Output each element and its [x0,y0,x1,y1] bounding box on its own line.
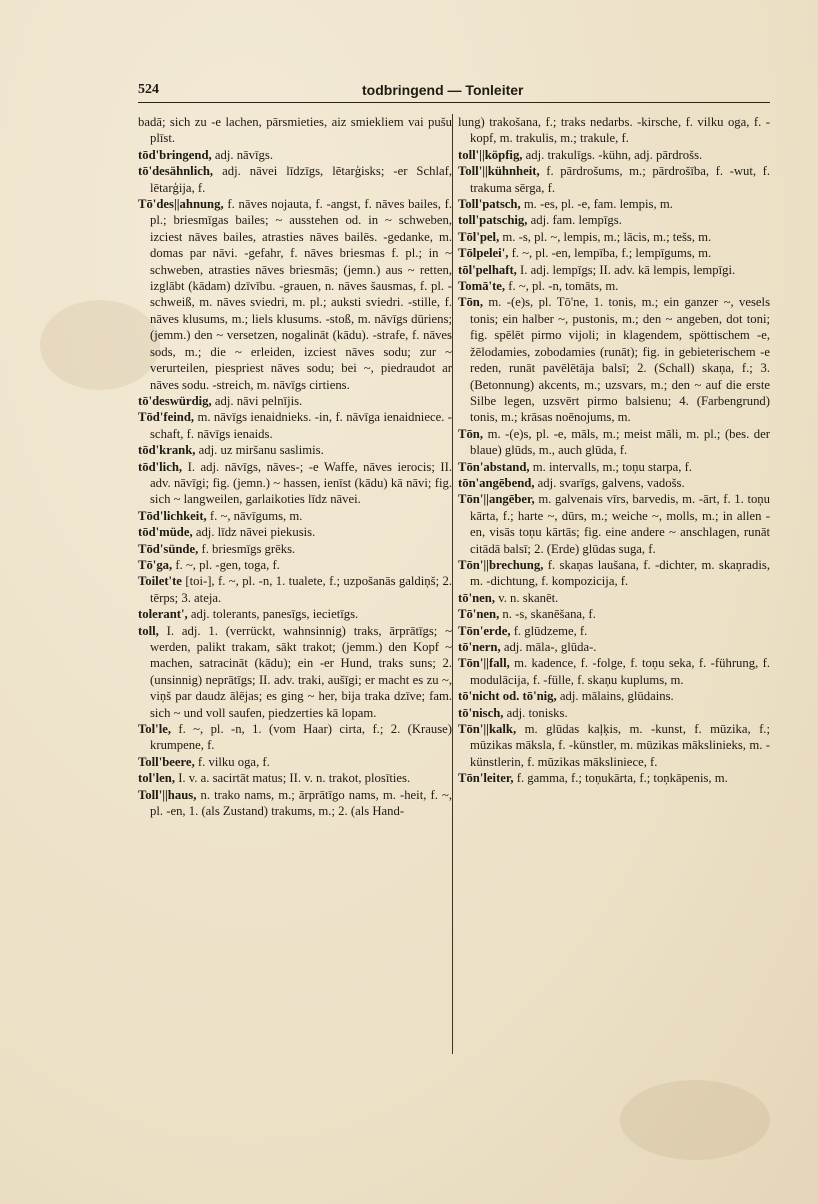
entry-definition: adj. mālains, glūdains. [559,689,674,704]
entry-definition: m. -s, pl. ~, lempis, m.; lācis, m.; tešs, m. [502,229,712,244]
entry-headword: tō'nisch, [458,705,504,720]
dictionary-entry [138,196,452,393]
dictionary-entry [138,606,452,622]
entry-definition: I. adj. nāvīgs, nāves-; -e Waffe, nāves ierocis; II. adv. nāvīgi; fig. (jemn.) ~ hassen, ienīst (kādu) kā nāvi; fig. sich ~ langweilen, garlaikoties līdz nāvei. [150,459,452,507]
entry-definition: adj. līdz nāvei piekusis. [195,525,316,540]
entry-definition: m. galvenais vīrs, barvedis, m. -ārt, f. 1. toņu kārta, f.; harte ~, dūrs, m.; weiche ~, molls, m.; in allen -en, visās toņu kārtās; fig. eine andere ~ anschlagen, runāt citādā balsī; 2. (Erde) glūdas suga, f. [470,492,770,556]
entry-headword: Tōn'abstand, [458,459,530,474]
dictionary-entry [458,705,770,721]
entry-definition: adj. svarīgs, galvens, vadošs. [537,475,685,490]
dictionary-entry [138,623,452,721]
entry-definition: f. vilku oga, f. [197,754,270,769]
entry-headword: Tōlpelei', [458,246,509,261]
entry-definition: f. gamma, f.; toņukārta, f.; toņkāpenis, m. [516,771,728,786]
entry-definition: adj. fam. lempīgs. [530,213,622,228]
dictionary-entry [138,770,452,786]
dictionary-entry [458,196,770,212]
dictionary-entry [138,409,452,442]
dictionary-entry [458,426,770,459]
entry-headword: Tō'ga, [138,557,173,572]
dictionary-entry [458,770,770,786]
entry-headword: tōd'müde, [138,525,193,540]
dictionary-entry [138,557,452,573]
entry-definition: f. ~, pl. -en, lempība, f.; lempīgums, m. [511,246,712,261]
entry-headword: tōd'lich, [138,459,183,474]
dictionary-entry [138,393,452,409]
entry-headword: Tōd'sünde, [138,541,199,556]
dictionary-entry [138,508,452,524]
dictionary-entry [458,606,770,622]
entry-definition: m. -(e)s, pl. -e, māls, m.; meist māli, m. pl.; (bes. der blaue) glūds, m., auch glūda, f. [470,426,770,458]
entry-headword: tō'nen, [458,590,496,605]
entry-headword: Toll'beere, [138,754,195,769]
entry-headword: tō'nicht od. tō'nig, [458,689,557,704]
entry-definition: v. n. skanēt. [498,590,559,605]
dictionary-entry [458,262,770,278]
dictionary-entry [138,754,452,770]
entry-headword: Tō'des||ahnung, [138,197,224,212]
entry-definition: f. ~, pl. -n, 1. (vom Haar) cirta, f.; 2. (Krause) krumpene, f. [150,722,452,753]
left-column [138,114,452,1064]
dictionary-entry [458,459,770,475]
entry-definition: I. adj. 1. (verrückt, wahnsinnig) traks, ārprātīgs; ~ werden, palikt trakam, sākt trakot; (jemm.) den Kopf ~ machen, satracināt (kādu); ein -er Hund, traks suns; 2. (unsinnig) neprātīgs; II. adv. traki, aušīgi; er macht es zu ~, viņš par daudz ālējas; es ging ~ her, bija traka dzīve; fam. sich ~ und voll saufen, piedzerties kā lopam. [150,623,452,720]
entry-headword: Tōn, [458,426,484,441]
dictionary-entry [458,491,770,557]
entry-headword: Toll'||haus, [138,787,197,802]
entry-headword: tō'nern, [458,640,501,654]
entry-headword: Toll'||kühnheit, [458,164,540,179]
entry-definition: adj. trakulīgs. -kühn, adj. pārdrošs. [525,147,703,162]
entry-definition: lung) trakošana, f.; traks nedarbs. -kirsche, f. vilku oga, f. -kopf, m. trakulis, m.; trakule, f. [458,115,770,146]
entry-definition: f. nāves nojauta, f. -angst, f. nāves bailes, f. pl.; briesmīgas bailes; ~ ausstehen od. in ~ schweben, izciest nāves bailes, atrasties nāves bailēs. -gedanke, m. domas par nāvi. -gefahr, f. nāves briesmas f. pl.; in ~ schweben, atrasties nāves briesmās; (jemn.) aus ~ retten, izglābt (kādam) dzīvību. -grauen, n. nāves šausmas, f. pl. -schweiß, m. nāves sviedri, m. pl.; auksti sviedri. -stille, f. nāves klusums, m.; liels klusums. -stoß, m. nāvīgs dūriens; (jemm.) den ~ versetzen, nogalināt (kādu). -strafe, f. nāves sods, m.; die ~ erleiden, izciest nāves sodu; zur ~ verurteilen, piespriest nāves sodu; bei ~, piedraudot ar nāves sodu. -streich, m. nāvīgs cirtiens. [150,197,452,392]
entry-definition: m. kadence, f. -folge, f. toņu seka, f. -führung, f. modulācija, f. -fülle, f. skaņu kuplums, m. [470,656,770,687]
dictionary-entry [138,459,452,508]
dictionary-entry [138,524,452,540]
dictionary-entry [458,114,770,147]
entry-definition: m. intervalls, m.; toņu starpa, f. [532,459,693,474]
entry-headword: Tō'nen, [458,607,500,622]
dictionary-entry [138,787,452,820]
entry-headword: Tōd'lichkeit, [138,508,207,523]
entry-definition: I. adj. lempīgs; II. adv. kā lempis, lempīgi. [520,262,736,277]
dictionary-entry [138,114,452,147]
entry-definition: adj. tonisks. [506,705,568,720]
entry-definition: adj. nāvīgs. [214,147,274,162]
entry-definition: m. -(e)s, pl. Tō'ne, 1. tonis, m.; ein ganzer ~, vesels tonis; ein halber ~, pustonis, m.; den ~ angeben, dot toni; fig. spēlēt pirmo vijoli; in klagendem, spöttischem -e, žēlodamies, zobodamies (runāt); fig. in gebieterischem -e reden, runāt pavēlētāja balsī; 2. (Schall) skaņa, f.; 3. (Betonnung) akcents, m.; uzsvars, m.; den ~ auf die erste Silbe legen, uzsvērt pirmo balsienu; 4. (Farbengrund) tonis, m.; krāsas noēnojums, m. [470,295,770,425]
dictionary-entry [458,212,770,228]
entry-headword: Tōn'||brechung, [458,557,544,572]
entry-headword: tol'len, [138,771,176,786]
entry-headword: Tōn'erde, [458,623,511,638]
entry-definition: adj. nāvi pelnījis. [214,393,303,408]
dictionary-entry [458,721,770,770]
entry-definition: f. skaņas laušana, f. -dichter, m. skaņradis, m. -dichtung, f. kompozicija, f. [470,557,770,589]
entry-headword: Tōn'||fall, [458,656,510,671]
entry-definition: adj. nāvei līdzīgs, lētarģisks; -er Schlaf, lētarģija, f. [150,164,452,195]
entry-headword: tō'deswürdig, [138,393,212,408]
entry-definition: f. pārdrošums, m.; pārdrošība, f. -wut, f. trakuma sērga, f. [470,164,770,195]
entry-headword: Tōn'||kalk, [458,722,517,737]
entry-definition: adj. uz miršanu saslimis. [198,443,324,458]
entry-headword: toll'patschig, [458,213,528,228]
entry-headword: Tōn'||angēber, [458,492,535,507]
entry-headword: tōd'krank, [138,443,196,458]
entry-headword: tōd'bringend, [138,147,212,162]
entry-headword: toll'||köpfig, [458,147,523,162]
page-number: 524 [138,82,159,97]
entry-headword: tō'desähnlich, [138,164,214,179]
entry-headword: Tōn, [458,295,484,310]
entry-definition: n. trako nams, m.; ārprātīgo nams, m. -heit, f. ~, pl. -en, 1. (als Zustand) trakums, m.; 2. (als Hand- [150,787,452,819]
column-divider [452,114,453,1054]
dictionary-entry [458,590,770,606]
entry-headword: Tomā'te, [458,279,506,294]
dictionary-entry [138,163,452,196]
entry-headword: Toll'patsch, [458,197,521,212]
dictionary-entry [138,147,452,163]
entry-definition: f. briesmīgs grēks. [201,541,296,556]
entry-headword: Toilet'te [138,574,182,589]
entry-definition: badā; sich zu -e lachen, pārsmieties, aiz smiekliem vai pušu plīst. [138,115,452,146]
dictionary-entry [458,639,770,655]
dictionary-entry [138,442,452,458]
running-title: todbringend — Tonleiter [362,82,524,98]
entry-headword: toll, [138,623,159,638]
entry-headword: Tōn'leiter, [458,771,514,786]
entry-definition: [toi-], f. ~, pl. -n, 1. tualete, f.; uzpošanās galdiņš; 2. tērps; 3. ateja. [150,574,452,605]
entry-definition: m. glūdas kaļķis, m. -kunst, f. mūzika, f.; mūzikas māksla, f. -künstler, m. mūzikas mākslinieks, m. -künstlerin, f. mūzikas māksliniece, f. [470,722,770,769]
entry-headword: tōn'angēbend, [458,475,535,490]
dictionary-entry [458,655,770,688]
entry-definition: f. ~, pl. -gen, toga, f. [175,557,280,572]
right-column [458,114,770,1064]
entry-headword: Tōl'pel, [458,229,500,244]
dictionary-entry [458,294,770,425]
dictionary-entry [458,163,770,196]
dictionary-entry [458,147,770,163]
entry-headword: tōl'pelhaft, [458,262,517,277]
dictionary-entry [138,573,452,606]
dictionary-entry [458,278,770,294]
page-header [138,82,770,103]
entry-definition: adj. māla-, glūda-. [503,640,597,654]
dictionary-entry [458,688,770,704]
entry-definition: n. -s, skanēšana, f. [502,607,596,622]
entry-headword: Tol'le, [138,722,172,737]
dictionary-entry [458,229,770,245]
entry-headword: tolerant', [138,607,188,622]
paper-stain [620,1080,770,1160]
dictionary-entry [458,475,770,491]
entry-definition: adj. tolerants, panesīgs, iecietīgs. [190,607,359,622]
entry-definition: I. v. a. sacirtāt matus; II. v. n. trakot, plosīties. [178,771,411,786]
entry-headword: Tōd'feind, [138,410,195,425]
dictionary-entry [458,623,770,639]
entry-definition: m. -es, pl. -e, fam. lempis, m. [523,197,673,212]
dictionary-entry [458,557,770,590]
entry-definition: f. glūdzeme, f. [513,623,588,638]
entry-definition: f. ~, nāvīgums, m. [209,508,303,523]
entry-definition: f. ~, pl. -n, tomāts, m. [508,279,619,294]
dictionary-entry [138,541,452,557]
entry-definition: m. nāvīgs ienaidnieks. -in, f. nāvīga ienaidniece. -schaft, f. nāvīgs ienaids. [150,410,452,441]
dictionary-entry [138,721,452,754]
dictionary-entry [458,245,770,261]
